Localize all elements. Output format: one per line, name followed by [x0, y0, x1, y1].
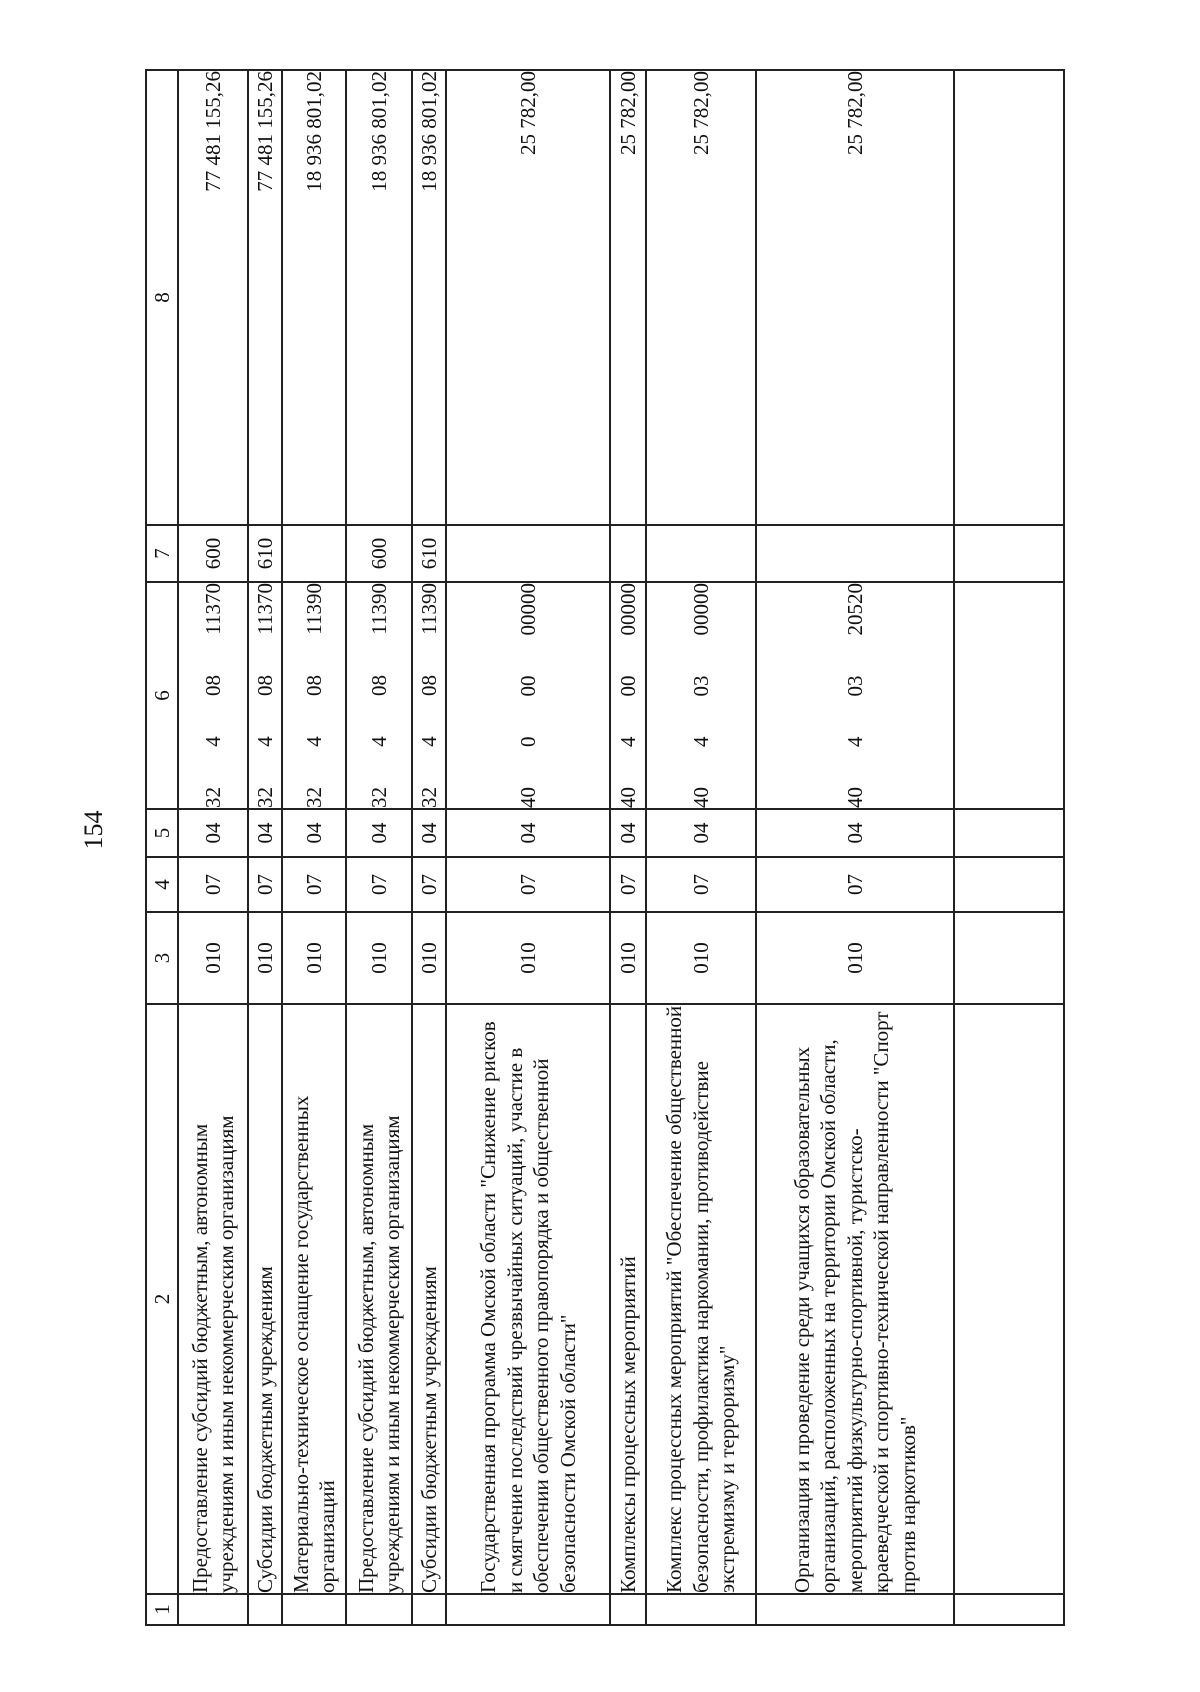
row-name: Субсидии бюджетным учреждениям — [412, 1004, 446, 1594]
header-col-4: 4 — [146, 857, 178, 912]
code-part: 20520 — [842, 583, 867, 636]
row-number-cell — [248, 1594, 282, 1625]
row-number-cell — [346, 1594, 412, 1625]
row-col-3: 010 — [248, 912, 282, 1004]
row-code-cell — [610, 582, 646, 809]
row-code-cell — [756, 582, 954, 809]
filler-cell — [954, 809, 1064, 857]
row-amount: 18 936 801,02 — [412, 70, 446, 525]
row-name: Предоставление субсидий бюджетным, автономным учреждениям и иным некоммерческим организациям — [346, 1004, 412, 1594]
row-code-cell — [412, 582, 446, 809]
header-col-7: 7 — [146, 525, 178, 582]
code-part: 40 — [615, 787, 640, 808]
budget-table — [145, 69, 1065, 1626]
row-code-cell — [646, 582, 756, 809]
row-amount: 77 481 155,26 — [178, 70, 248, 525]
code-part: 08 — [416, 675, 441, 696]
code-part: 00000 — [515, 583, 540, 636]
header-col-5: 5 — [146, 809, 178, 857]
row-code-cell — [282, 582, 346, 809]
table-row — [756, 70, 954, 1625]
row-col-5: 04 — [248, 809, 282, 857]
table-row — [610, 70, 646, 1625]
row-col-4: 07 — [346, 857, 412, 912]
rotated-table-container — [145, 71, 1065, 1626]
row-name: Комплексы процессных мероприятий — [610, 1004, 646, 1594]
row-col-7: 600 — [178, 525, 248, 582]
row-number-cell — [646, 1594, 756, 1625]
row-col-4: 07 — [446, 857, 610, 912]
filler-cell — [954, 1594, 1064, 1625]
code-part: 40 — [842, 787, 867, 808]
row-name: Материально-техническое оснащение государственных организаций — [282, 1004, 346, 1594]
header-col-8: 8 — [146, 70, 178, 525]
code-part: 00 — [515, 675, 540, 697]
row-number-cell — [446, 1594, 610, 1625]
row-code-cell — [346, 582, 412, 809]
code-part: 4 — [842, 736, 867, 747]
code-part: 4 — [615, 736, 640, 747]
code-part: 32 — [200, 787, 225, 808]
row-col-4: 07 — [756, 857, 954, 912]
row-amount: 18 936 801,02 — [282, 70, 346, 525]
row-col-7: 610 — [248, 525, 282, 582]
code-part: 32 — [416, 787, 441, 808]
code-part: 4 — [252, 736, 277, 747]
row-col-5: 04 — [446, 809, 610, 857]
row-code-cell — [178, 582, 248, 809]
code-part: 00000 — [615, 583, 640, 636]
row-number-cell — [610, 1594, 646, 1625]
code-part: 08 — [301, 675, 326, 696]
row-col-7 — [610, 525, 646, 582]
filler-cell — [954, 857, 1064, 912]
code-part: 4 — [200, 736, 225, 747]
code-part: 40 — [515, 787, 540, 808]
table-row — [646, 70, 756, 1625]
row-name: Предоставление субсидий бюджетным, автономным учреждениям и иным некоммерческим организациям — [178, 1004, 248, 1594]
table-header-row — [146, 70, 178, 1625]
code-part: 08 — [252, 675, 277, 696]
row-code-cell — [248, 582, 282, 809]
row-col-4: 07 — [412, 857, 446, 912]
code-part: 32 — [301, 787, 326, 808]
code-part: 11390 — [416, 583, 441, 635]
row-name: Организация и проведение среди учащихся образовательных организаций, расположенных на территории Омской области, мероприятий физкультурно-спортивной, туристско-краеведческой и спортивно-технической направленности "Спорт против наркотиков" — [756, 1004, 954, 1594]
row-number-cell — [756, 1594, 954, 1625]
row-number-cell — [412, 1594, 446, 1625]
row-number-cell — [178, 1594, 248, 1625]
code-part: 4 — [366, 736, 391, 747]
row-col-7: 600 — [346, 525, 412, 582]
code-part: 11390 — [301, 583, 326, 635]
row-col-3: 010 — [282, 912, 346, 1004]
row-col-3: 010 — [646, 912, 756, 1004]
row-col-4: 07 — [610, 857, 646, 912]
row-col-7 — [756, 525, 954, 582]
code-part: 4 — [688, 736, 713, 747]
code-part: 00 — [615, 675, 640, 697]
row-col-3: 010 — [446, 912, 610, 1004]
row-col-3: 010 — [610, 912, 646, 1004]
table-row — [178, 70, 248, 1625]
table-filler-row — [954, 70, 1064, 1625]
table-row — [412, 70, 446, 1625]
header-col-6: 6 — [146, 582, 178, 809]
code-part: 11370 — [252, 583, 277, 635]
filler-cell — [954, 582, 1064, 809]
code-part: 11370 — [200, 583, 225, 635]
filler-cell — [954, 912, 1064, 1004]
code-part: 08 — [366, 675, 391, 696]
header-col-3: 3 — [146, 912, 178, 1004]
row-code-cell — [446, 582, 610, 809]
row-col-5: 04 — [282, 809, 346, 857]
row-col-5: 04 — [178, 809, 248, 857]
filler-cell — [954, 1004, 1064, 1594]
row-col-5: 04 — [756, 809, 954, 857]
header-col-2: 2 — [146, 1004, 178, 1594]
row-amount: 25 782,00 — [756, 70, 954, 525]
code-part: 32 — [366, 787, 391, 808]
row-amount: 18 936 801,02 — [346, 70, 412, 525]
code-part: 08 — [200, 675, 225, 696]
row-col-5: 04 — [646, 809, 756, 857]
row-name: Комплекс процессных мероприятий "Обеспечение общественной безопасности, профилактика наркомании, противодействие экстремизму и терроризму" — [646, 1004, 756, 1594]
code-part: 03 — [842, 675, 867, 697]
row-col-4: 07 — [178, 857, 248, 912]
row-name: Субсидии бюджетным учреждениям — [248, 1004, 282, 1594]
row-name: Государственная программа Омской области "Снижение рисков и смягчение последствий чрезвычайных ситуаций, участие в обеспечении общественного правопорядка и общественной безопасности Омской области" — [446, 1004, 610, 1594]
row-col-3: 010 — [756, 912, 954, 1004]
table-row — [248, 70, 282, 1625]
row-amount: 25 782,00 — [446, 70, 610, 525]
row-col-3: 010 — [178, 912, 248, 1004]
row-col-7 — [282, 525, 346, 582]
code-part: 03 — [688, 675, 713, 697]
header-col-1: 1 — [146, 1594, 178, 1625]
filler-cell — [954, 525, 1064, 582]
row-col-3: 010 — [346, 912, 412, 1004]
page-number: 154 — [79, 810, 108, 850]
row-amount: 77 481 155,26 — [248, 70, 282, 525]
table-row — [282, 70, 346, 1625]
row-amount: 25 782,00 — [646, 70, 756, 525]
row-col-3: 010 — [412, 912, 446, 1004]
row-col-5: 04 — [610, 809, 646, 857]
row-col-7: 610 — [412, 525, 446, 582]
filler-cell — [954, 70, 1064, 525]
code-part: 32 — [252, 787, 277, 808]
row-number-cell — [282, 1594, 346, 1625]
code-part: 0 — [515, 736, 540, 747]
row-col-7 — [646, 525, 756, 582]
code-part: 4 — [416, 736, 441, 747]
table-row — [446, 70, 610, 1625]
row-col-4: 07 — [248, 857, 282, 912]
code-part: 4 — [301, 736, 326, 747]
row-col-4: 07 — [646, 857, 756, 912]
row-amount: 25 782,00 — [610, 70, 646, 525]
row-col-5: 04 — [412, 809, 446, 857]
row-col-4: 07 — [282, 857, 346, 912]
table-row — [346, 70, 412, 1625]
row-col-5: 04 — [346, 809, 412, 857]
code-part: 00000 — [688, 583, 713, 636]
code-part: 40 — [688, 787, 713, 808]
code-part: 11390 — [366, 583, 391, 635]
row-col-7 — [446, 525, 610, 582]
